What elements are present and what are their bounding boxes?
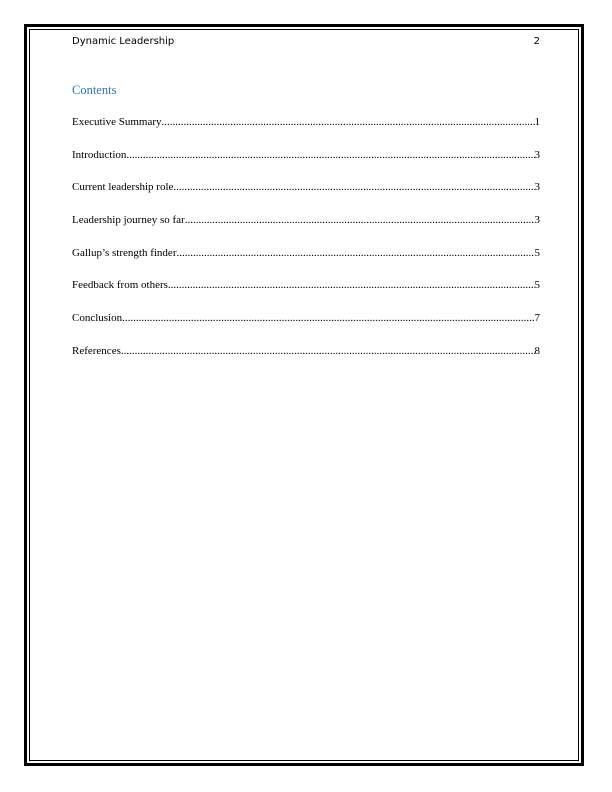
toc-entry-feedback-from-others[interactable] bbox=[72, 279, 540, 312]
toc-entry-page: 1 bbox=[534, 116, 540, 128]
toc-dot-leader bbox=[176, 247, 534, 259]
toc-entry-page: 3 bbox=[534, 181, 540, 194]
toc-entry-current-leadership-role[interactable] bbox=[72, 181, 540, 214]
toc-entry-label: Current leadership role bbox=[72, 181, 174, 194]
toc-entry-label: Leadership journey so far bbox=[72, 214, 185, 227]
toc-entry-label: References bbox=[72, 344, 121, 357]
toc-dot-leader bbox=[168, 279, 535, 291]
toc-heading: Contents bbox=[72, 83, 117, 97]
toc-entry-label: Feedback from others bbox=[72, 279, 168, 292]
toc-entry-executive-summary[interactable] bbox=[72, 116, 540, 149]
toc-dot-leader bbox=[122, 312, 534, 324]
page-number: 2 bbox=[533, 36, 540, 47]
toc-entry-introduction[interactable] bbox=[72, 149, 540, 182]
toc-entry-label: Gallup’s strength finder bbox=[72, 246, 177, 259]
toc-entry-references[interactable] bbox=[72, 345, 540, 378]
toc-entry-label: Conclusion bbox=[72, 312, 123, 325]
toc-dot-leader bbox=[162, 116, 535, 128]
toc-entry-page: 5 bbox=[534, 279, 540, 292]
toc-dot-leader bbox=[121, 345, 535, 357]
toc-entry-label: Executive Summary bbox=[72, 116, 162, 128]
toc-entry-conclusion[interactable] bbox=[72, 312, 540, 345]
toc-dot-leader bbox=[126, 149, 534, 161]
toc-entry-label: Introduction bbox=[72, 148, 127, 161]
toc-entry-page: 3 bbox=[534, 148, 540, 161]
toc-entry-page: 5 bbox=[534, 246, 540, 259]
toc-dot-leader bbox=[185, 214, 535, 226]
toc-entry-gallup-strength-finder[interactable] bbox=[72, 247, 540, 280]
toc-entry-page: 3 bbox=[534, 214, 540, 227]
toc-entry-page: 8 bbox=[534, 344, 540, 357]
toc-dot-leader bbox=[173, 181, 534, 193]
running-header-title: Dynamic Leadership bbox=[72, 36, 175, 47]
table-of-contents bbox=[72, 116, 540, 378]
toc-entry-page: 7 bbox=[534, 312, 540, 325]
toc-entry-leadership-journey[interactable] bbox=[72, 214, 540, 247]
